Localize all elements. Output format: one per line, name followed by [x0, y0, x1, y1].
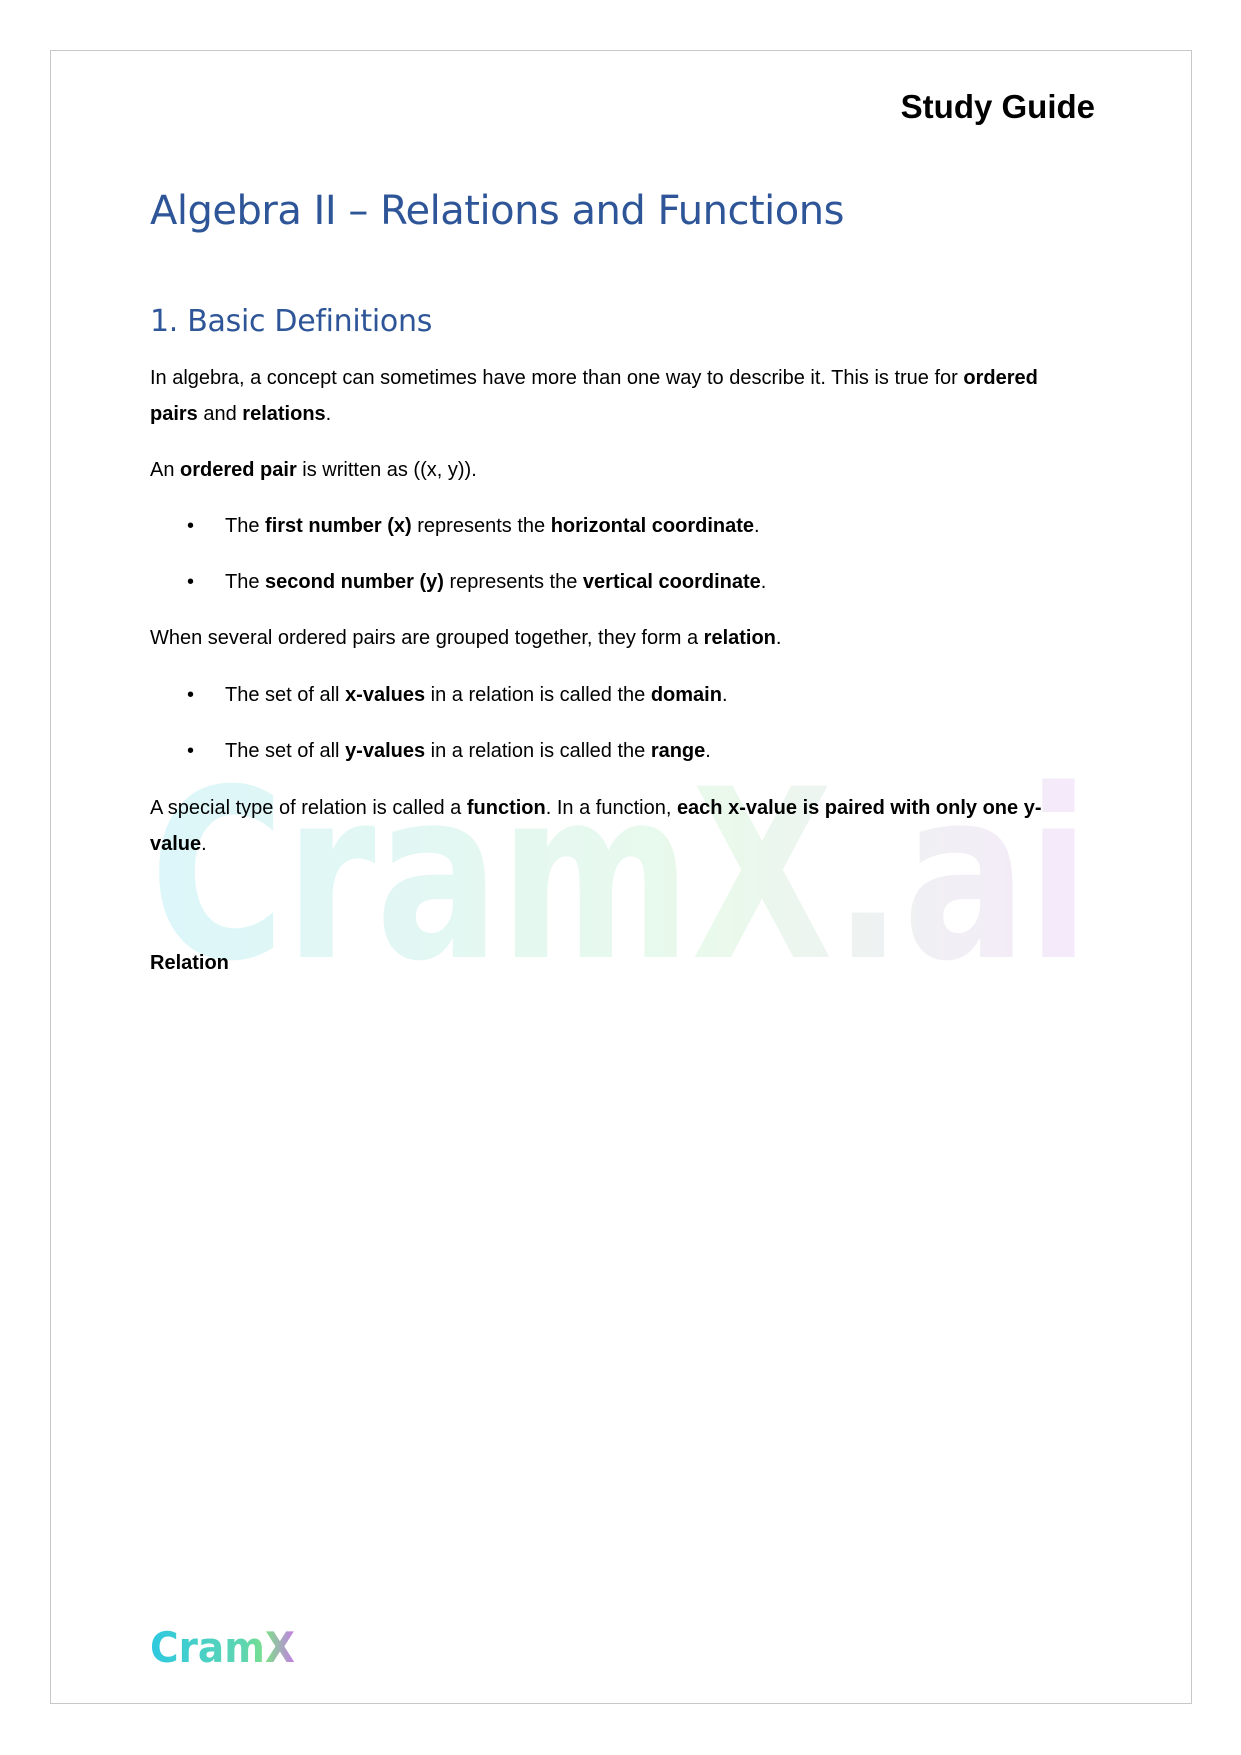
- watermark-text: CramX.ai: [150, 752, 1090, 997]
- study-guide-label: Study Guide: [900, 88, 1095, 125]
- text-run: .: [201, 833, 207, 855]
- document-title: Algebra II – Relations and Functions: [150, 188, 844, 234]
- bold-term: ordered pairs: [150, 367, 1038, 425]
- paragraph-relation: [150, 620, 1088, 656]
- paragraph-function: [150, 790, 1088, 862]
- page-frame: [50, 50, 1192, 1704]
- subheading-relation: Relation: [150, 952, 229, 974]
- section-heading: 1. Basic Definitions: [150, 304, 433, 339]
- text-run: An: [150, 459, 181, 481]
- bullet-icon: •: [187, 515, 195, 537]
- list-item-text: The first number (x) represents the horizontal coordinate.: [225, 515, 760, 537]
- text-run: .: [775, 627, 782, 649]
- bold-term: each x-value is paired with only one y-value: [150, 797, 1042, 855]
- bullet-icon: •: [187, 571, 195, 593]
- bold-term: relation: [703, 627, 776, 649]
- text-run: When several ordered pairs are grouped together, they form a: [150, 627, 704, 649]
- text-run: In algebra, a concept can sometimes have more than one way to describe it. This is true for: [150, 367, 964, 389]
- text-run: A special type of relation is called a: [150, 797, 467, 819]
- bold-term: ordered pair: [180, 459, 297, 481]
- cramx-logo: [150, 1622, 300, 1672]
- bullet-icon: •: [187, 740, 195, 762]
- bold-term: function: [466, 797, 546, 819]
- paragraph-intro: [150, 360, 1088, 432]
- bullet-icon: •: [187, 684, 195, 706]
- text-run: and: [197, 403, 243, 425]
- text-run: is written as ((x, y)).: [296, 459, 477, 481]
- paragraph-ordered-pair: [150, 452, 1088, 488]
- list-item-text: The set of all y-values in a relation is called the range.: [225, 740, 711, 762]
- text-run: .: [325, 403, 332, 425]
- list-item-text: The second number (y) represents the vertical coordinate.: [225, 571, 767, 593]
- logo-text: CramX: [150, 1623, 295, 1672]
- list-item-text: The set of all x-values in a relation is called the domain.: [225, 684, 728, 706]
- bold-term: relations: [242, 403, 326, 425]
- text-run: . In a function,: [545, 797, 677, 819]
